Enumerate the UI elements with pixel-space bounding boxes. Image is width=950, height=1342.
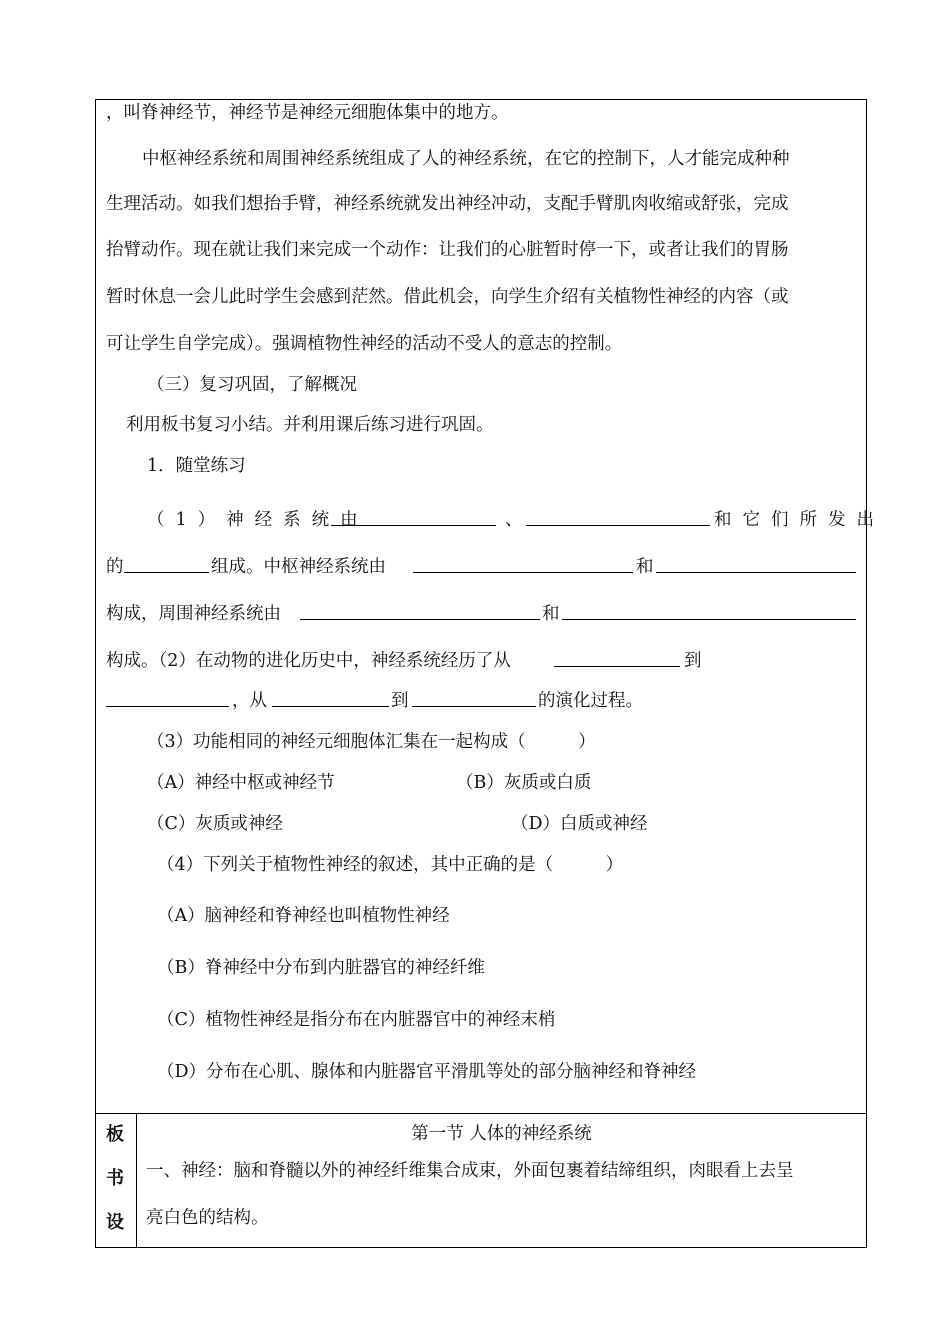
q1-text-c: 的 (106, 557, 124, 577)
board-label-char-3: 设 (106, 1212, 124, 1233)
q4-option-b: （B）脊神经中分布到内脏器官的神经纤维 (157, 958, 485, 978)
q2-blank-4 (412, 690, 536, 707)
q2-blank-1 (554, 650, 680, 667)
q4-option-d: （D）分布在心肌、腺体和内脏器官平滑肌等处的部分脑神经和脊神经 (157, 1062, 697, 1082)
text-line-1: ，叫脊神经节，神经节是神经元细胞体集中的地方。 (106, 103, 509, 123)
q3-stem: （3）功能相同的神经元细胞体汇集在一起构成（ ） (147, 732, 596, 752)
q1-blank-1 (331, 509, 496, 526)
q3-option-a: （A）神经中枢或神经节 (147, 773, 335, 793)
q2-to-1: 到 (684, 651, 702, 671)
q2-blank-2 (106, 690, 229, 707)
q2-end: 的演化过程。 (538, 691, 643, 711)
text-line-6: 可让学生自学完成）。强调植物性神经的活动不受人的意志的控制。 (106, 334, 623, 354)
q1-text-b: 和它们所发出 (714, 510, 885, 530)
q3-option-c: （C）灰质或神经 (147, 814, 283, 834)
q1-blank-3 (124, 556, 209, 573)
text-line-5: 暂时休息一会儿此时学生会感到茫然。借此机会，向学生介绍有关植物性神经的内容（或 (106, 287, 789, 307)
q2-to-2: 到 (391, 691, 409, 711)
board-line-2: 亮白色的结构。 (146, 1208, 269, 1228)
board-label-char-1: 板 (106, 1124, 124, 1145)
q1-blank-2 (526, 509, 710, 526)
q1-text-d: 组成。中枢神经系统由 (211, 557, 386, 577)
section-heading-review: （三）复习巩固，了解概况 (147, 375, 357, 395)
q1-blank-4 (413, 556, 633, 573)
text-line-review: 利用板书复习小结。并利用课后练习进行巩固。 (126, 415, 494, 435)
text-line-4: 抬臂动作。现在就让我们来完成一个动作：让我们的心脏暂时停一下，或者让我们的胃肠 (106, 240, 789, 260)
q1-sep: 、 (505, 510, 523, 530)
q1-and-2: 和 (542, 604, 560, 624)
board-heading: 第一节 人体的神经系统 (411, 1124, 592, 1144)
q2-blank-3 (272, 690, 389, 707)
q1-text-e: 构成，周围神经系统由 (106, 604, 281, 624)
q1-text-f: 构成。（2）在动物的进化历史中，神经系统经历了从 (106, 651, 511, 671)
q2-from: ，从 (232, 691, 267, 711)
q1-blank-5 (656, 556, 856, 573)
text-line-2: 中枢神经系统和周围神经系统组成了人的神经系统，在它的控制下，人才能完成种种 (142, 149, 790, 169)
q1-text-a: （1）神经系统由 (147, 510, 369, 530)
q1-blank-6 (300, 603, 540, 620)
q4-stem: （4）下列关于植物性神经的叙述，其中正确的是（ ） (157, 855, 624, 875)
q1-and-1: 和 (636, 557, 654, 577)
board-label-char-2: 书 (106, 1168, 124, 1189)
exercise-heading: 1．随堂练习 (147, 456, 246, 476)
q1-blank-7 (562, 603, 856, 620)
q3-option-b: （B）灰质或白质 (456, 773, 592, 793)
text-line-3: 生理活动。如我们想抬手臂，神经系统就发出神经冲动，支配手臂肌肉收缩或舒张，完成 (106, 194, 789, 214)
q4-option-c: （C）植物性神经是指分布在内脏器官中的神经末梢 (157, 1010, 556, 1030)
q4-option-a: （A）脑神经和脊神经也叫植物性神经 (157, 906, 450, 926)
q3-option-d: （D）白质或神经 (511, 814, 648, 834)
board-line-1: 一、神经：脑和脊髓以外的神经纤维集合成束，外面包裹着结缔组织，肉眼看上去呈 (146, 1161, 794, 1181)
